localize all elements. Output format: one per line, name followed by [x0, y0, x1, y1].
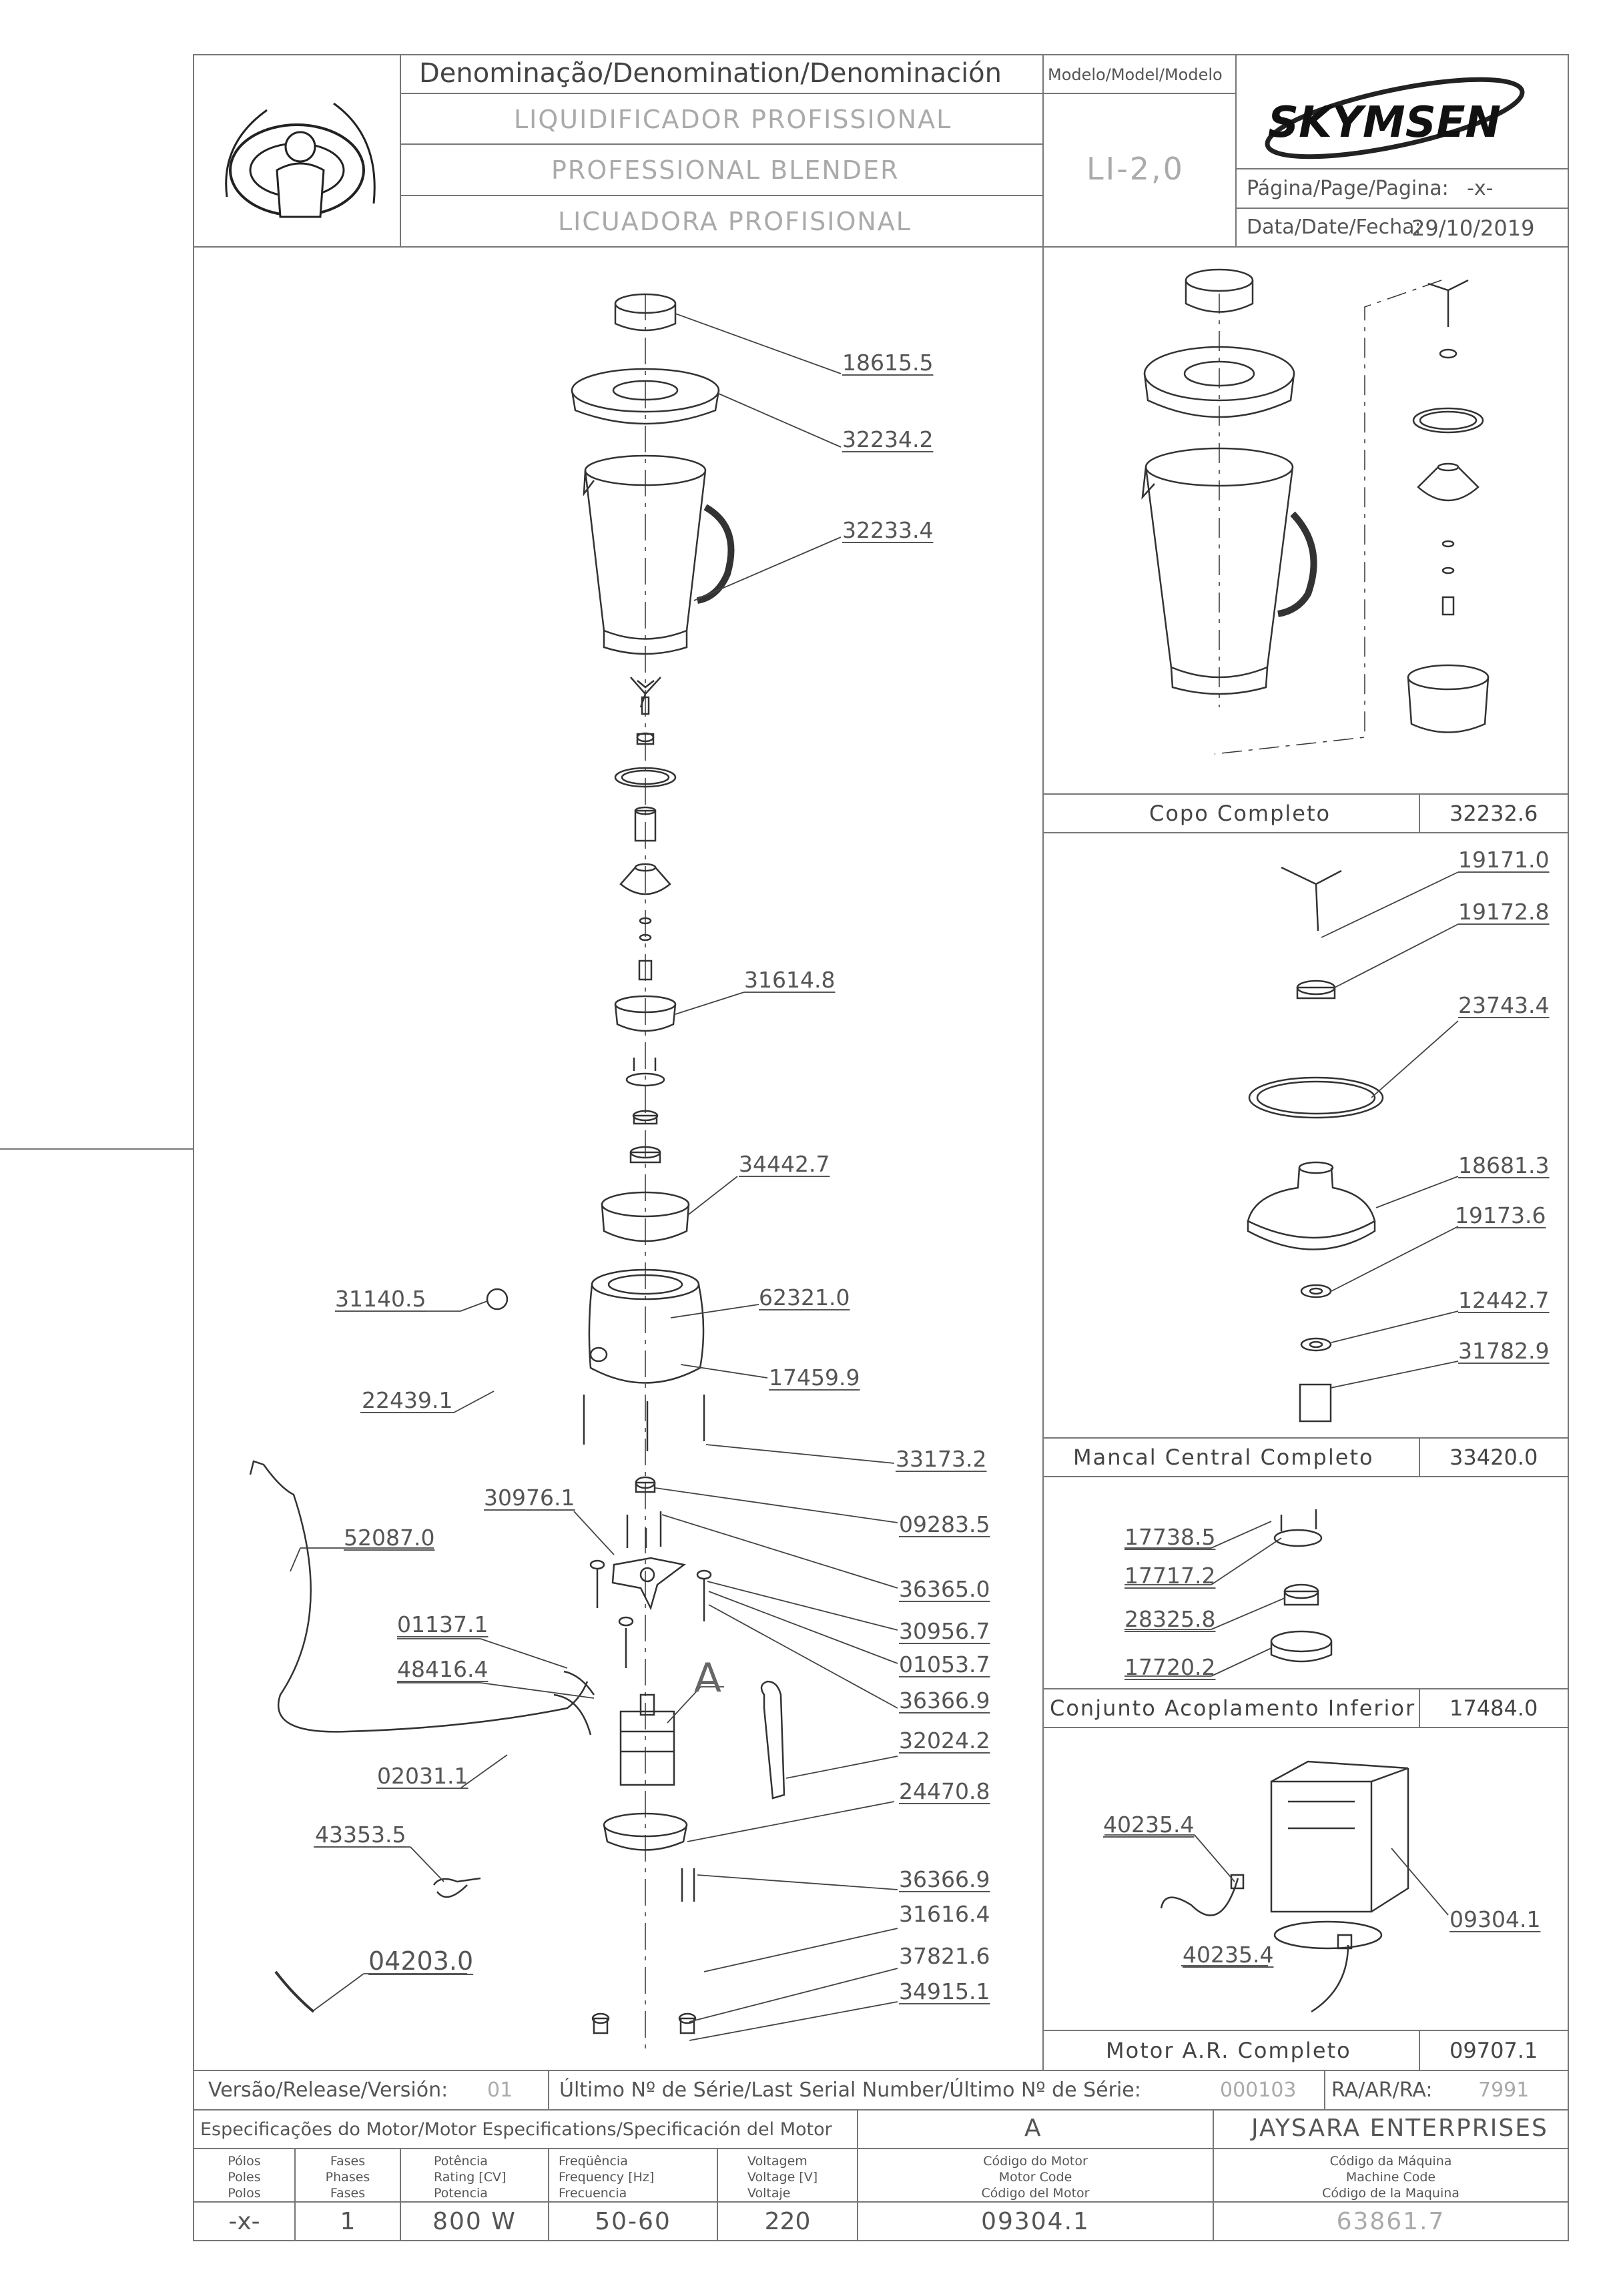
name-spanish: LICUADORA PROFISIONAL [558, 207, 912, 236]
frequency-header: Freqüência Frequency [Hz] Frecuencia [559, 2154, 655, 2201]
part-callout: 04203.0 [368, 1946, 474, 1976]
part-callout: 19173.6 [1455, 1202, 1546, 1228]
part-callout: 36365.0 [899, 1576, 990, 1602]
part-callout: 30976.1 [484, 1485, 575, 1511]
part-callout: 17459.9 [769, 1365, 860, 1391]
part-callout: 31614.8 [744, 967, 836, 993]
part-callout: 22439.1 [362, 1387, 453, 1413]
acoplamento-inferior-code: 17484.0 [1449, 1695, 1538, 1721]
voltage-value: 220 [764, 2208, 811, 2235]
part-callout: 36366.9 [899, 1687, 990, 1713]
brand-logo-text: SKYMSEN [1268, 98, 1502, 147]
page-value: -x- [1467, 177, 1494, 200]
ra-value: 7991 [1478, 2078, 1530, 2102]
part-callout: 17717.2 [1124, 1563, 1216, 1589]
mancal-central-title: Mancal Central Completo [1073, 1445, 1374, 1470]
power-value: 800 W [432, 2208, 517, 2235]
page-label: Página/Page/Pagina: [1247, 177, 1449, 200]
part-callout: 34915.1 [899, 1978, 990, 2004]
serial-label: Último Nº de Série/Last Serial Number/Último Nº de Série: [559, 2078, 1141, 2102]
skymsen-logo [1241, 70, 1548, 170]
model-label: Modelo/Model/Modelo [1048, 65, 1223, 84]
model-value: LI-2,0 [1086, 151, 1185, 187]
part-callout: 09283.5 [899, 1511, 990, 1537]
part-callout: 17738.5 [1124, 1524, 1216, 1550]
part-callout: 32234.2 [842, 426, 934, 452]
part-callout: 52087.0 [344, 1525, 435, 1551]
part-callout: 31616.4 [899, 1901, 990, 1927]
denomination-label: Denominação/Denomination/Denominación [419, 58, 1002, 89]
part-callout: 31140.5 [335, 1286, 426, 1312]
serial-value: 000103 [1220, 2078, 1297, 2102]
machine-code-header: Código da Máquina Machine Code Código de la Maquina [1322, 2154, 1459, 2201]
frequency-value: 50-60 [595, 2208, 671, 2235]
machine-code-value: 63861.7 [1336, 2208, 1445, 2235]
part-callout: 43353.5 [315, 1822, 406, 1848]
part-callout: 36366.9 [899, 1866, 990, 1892]
client-name: JAYSARA ENTERPRISES [1251, 2115, 1548, 2142]
version-value: 01 [487, 2078, 513, 2102]
voltage-header: Voltagem Voltage [V] Voltaje [747, 2154, 818, 2201]
detail-marker: A [694, 1655, 722, 1701]
part-callout: 40235.4 [1103, 1812, 1195, 1838]
motor-completo-code: 09707.1 [1449, 2038, 1538, 2063]
motor-completo-title: Motor A.R. Completo [1106, 2038, 1351, 2063]
power-header: Potência Rating [CV] Potencia [434, 2154, 507, 2201]
part-callout: 34442.7 [739, 1151, 830, 1177]
part-callout: 32024.2 [899, 1728, 990, 1754]
part-callout: 01137.1 [397, 1611, 489, 1637]
motor-spec-marker: A [1024, 2115, 1041, 2142]
part-callout: 24470.8 [899, 1778, 990, 1804]
part-callout: 40235.4 [1183, 1942, 1274, 1968]
part-callout: 32233.4 [842, 517, 934, 543]
poles-value: -x- [228, 2208, 260, 2235]
acoplamento-inferior-title: Conjunto Acoplamento Inferior [1050, 1695, 1416, 1721]
copo-completo-code: 32232.6 [1449, 801, 1538, 826]
copo-completo-title: Copo Completo [1149, 801, 1331, 826]
part-callout: 33173.2 [896, 1446, 987, 1472]
part-callout: 19172.8 [1458, 899, 1550, 925]
part-callout: 01053.7 [899, 1651, 990, 1677]
version-label: Versão/Release/Versión: [208, 2078, 448, 2102]
part-callout: 19171.0 [1458, 847, 1550, 873]
mancal-central-code: 33420.0 [1449, 1445, 1538, 1470]
name-portuguese: LIQUIDIFICADOR PROFISSIONAL [514, 105, 952, 134]
poles-header: Pólos Poles Polos [228, 2154, 261, 2201]
part-callout: 30956.7 [899, 1618, 990, 1644]
phases-value: 1 [340, 2208, 356, 2235]
part-callout: 37821.6 [899, 1943, 990, 1969]
name-english: PROFESSIONAL BLENDER [551, 155, 900, 185]
part-callout: 18615.5 [842, 350, 934, 376]
part-callout: 09304.1 [1449, 1906, 1541, 1932]
date-value: 29/10/2019 [1411, 216, 1535, 241]
ra-label: RA/AR/RA: [1331, 2078, 1433, 2102]
part-callout: 23743.4 [1458, 992, 1550, 1018]
part-callout: 48416.4 [397, 1656, 489, 1682]
date-label: Data/Date/Fecha: [1247, 216, 1421, 239]
part-callout: 12442.7 [1458, 1287, 1550, 1313]
part-callout: 62321.0 [759, 1284, 850, 1310]
part-callout: 31782.9 [1458, 1338, 1550, 1364]
motor-code-header: Código do Motor Motor Code Código del Motor [981, 2154, 1090, 2201]
motor-code-value: 09304.1 [981, 2208, 1090, 2235]
assistencia-tecnica-seal-icon [200, 63, 394, 240]
motor-spec-label: Especificações do Motor/Motor Especifications/Specificación del Motor [200, 2119, 832, 2140]
part-callout: 18681.3 [1458, 1152, 1550, 1178]
part-callout: 28325.8 [1124, 1606, 1216, 1632]
part-callout: 17720.2 [1124, 1654, 1216, 1680]
part-callout: 02031.1 [377, 1763, 468, 1789]
phases-header: Fases Phases Fases [325, 2154, 370, 2201]
